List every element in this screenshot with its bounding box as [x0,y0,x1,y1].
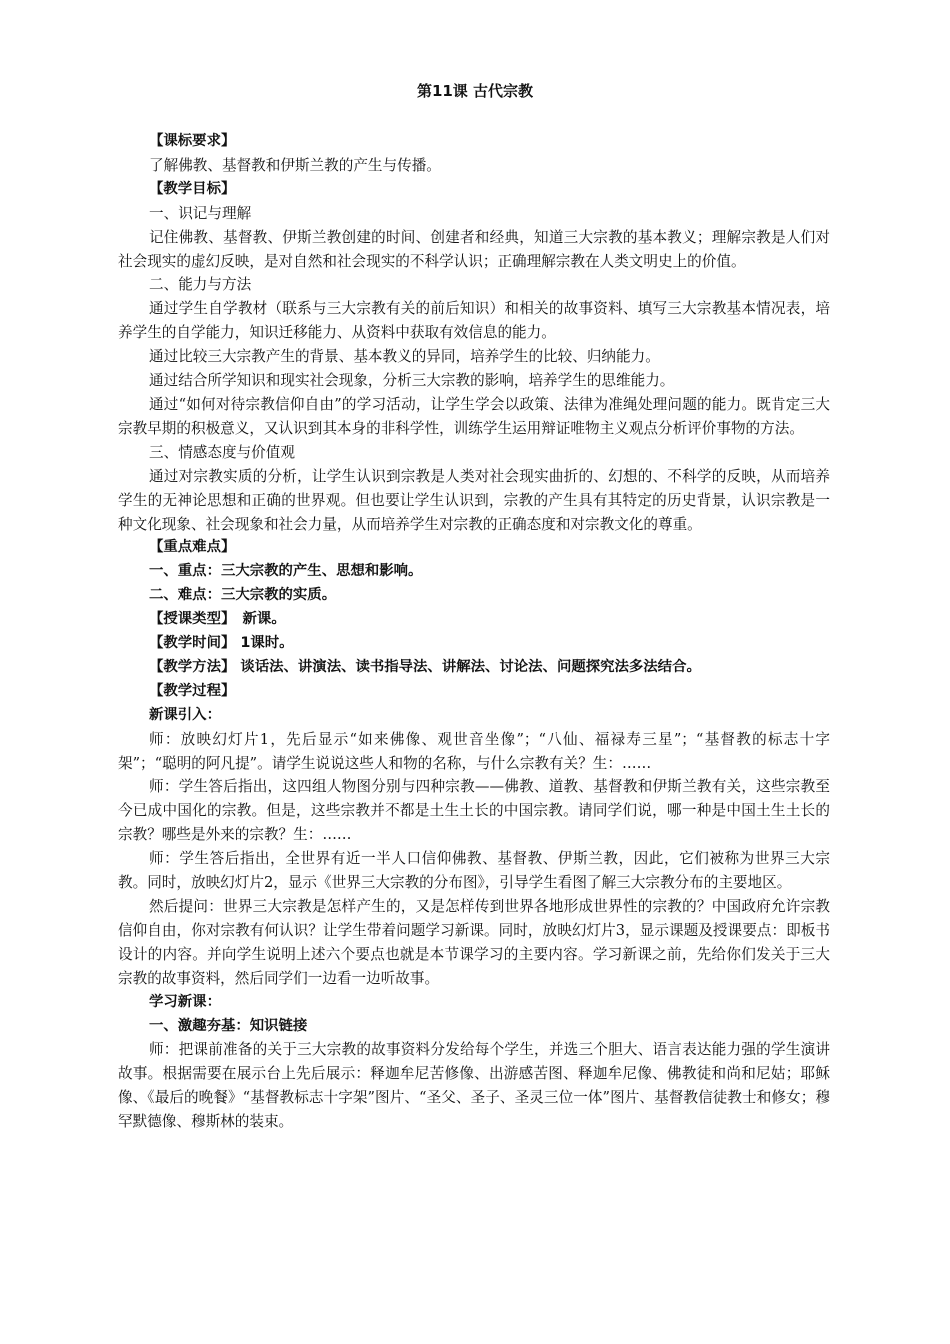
paragraph: 记住佛教、基督教、伊斯兰教创建的时间、创建者和经典，知道三大宗教的基本教义；理解宗教是人们对社会现实的虚幻反映，是对自然和社会现实的不科学认识；正确理解宗教在人类文明史上的价值。 [118,228,830,270]
paragraph: 师：放映幻灯片1，先后显示“如来佛像、观世音坐像”；“八仙、福禄寿三星”；“基督教的标志十字架”；“聪明的阿凡提”。请学生说说这些人和物的名称，与什么宗教有关？生：…… [118,730,830,772]
subheading-knowledge-link: 一、激趣夯基：知识链接 [149,1017,308,1034]
document-body [118,130,830,1134]
heading-teaching-objectives: 【教学目标】 [149,180,236,197]
key-point: 一、重点：三大宗教的产生、思想和影响。 [149,563,423,580]
heading-teaching-process: 【教学过程】 [149,682,236,699]
subheading-values: 三、情感态度与价值观 [149,443,295,461]
paragraph: 通过比较三大宗教产生的背景、基本教义的异同，培养学生的比较、归纳能力。 [149,348,660,366]
subheading-knowledge: 一、识记与理解 [149,204,252,222]
paragraph: 通过结合所学知识和现实社会现象，分析三大宗教的影响，培养学生的思维能力。 [149,372,675,390]
paragraph: 通过“如何对待宗教信仰自由”的学习活动，让学生学会以政策、法律为准绳处理问题的能力。既肯定三大宗教早期的积极意义，又认识到其本身的非科学性，训练学生运用辩证唯物主义观点分析评价事物的方法。 [118,395,830,437]
subheading-new-lesson: 学习新课： [149,993,221,1010]
paragraph: 师：学生答后指出，全世界有近一半人口信仰佛教、基督教、伊斯兰教，因此，它们被称为世界三大宗教。同时，放映幻灯片2，显示《世界三大宗教的分布图》，引导学生看图了解三大宗教分布的主要地区。 [118,850,830,892]
subheading-introduction: 新课引入： [149,706,221,723]
heading-curriculum-requirements: 【课标要求】 [149,133,236,149]
lesson-title: 第11课 古代宗教 [416,82,534,100]
difficult-point: 二、难点：三大宗教的实质。 [149,587,337,604]
paragraph: 通过学生自学教材（联系与三大宗教有关的前后知识）和相关的故事资料、填写三大宗教基本情况表，培养学生的自学能力，知识迁移能力、从资料中获取有效信息的能力。 [118,300,830,342]
subheading-ability: 二、能力与方法 [149,276,252,294]
lesson-time: 【教学时间】 1课时。 [149,635,294,652]
paragraph: 然后提问：世界三大宗教是怎样产生的，又是怎样传到世界各地形成世界性的宗教的？中国政府允许宗教信仰自由，你对宗教有何认识？让学生带着问题学习新课。同时，放映幻灯片3，显示课题及授课要点：即板书设计的内容。并向学生说明上述六个要点也就是本节课学习的主要内容。学习新课之前，先给你们发关于三大宗教的故事资料，然后同学们一边看一边听故事。 [118,898,830,987]
curriculum-requirements-text: 了解佛教、基督教和伊斯兰教的产生与传播。 [149,156,441,174]
paragraph: 通过对宗教实质的分析，让学生认识到宗教是人类对社会现实曲折的、幻想的、不科学的反映，从而培养学生的无神论思想和正确的世界观。但也要让学生认识到，宗教的产生具有其特定的历史背景，认识宗教是一种文化现象、社会现象和社会力量，从而培养学生对宗教的正确态度和对宗教文化的尊重。 [118,467,830,533]
lesson-type: 【授课类型】 新课。 [149,611,286,628]
heading-key-points: 【重点难点】 [149,539,236,556]
paragraph: 师：学生答后指出，这四组人物图分别与四种宗教——佛教、道教、基督教和伊斯兰教有关，这些宗教至今已成中国化的宗教。但是，这些宗教并不都是土生土长的中国宗教。请同学们说，哪一种是中国土生土长的宗教？哪些是外来的宗教？生：…… [118,778,830,844]
paragraph: 师：把课前准备的关于三大宗教的故事资料分发给每个学生，并选三个胆大、语言表达能力强的学生演讲故事。根据需要在展示台上先后展示：释迦牟尼苦修像、出游感苦图、释迦牟尼像、佛教徒和尚和尼姑；耶稣像、《最后的晚餐》“基督教标志十字架”图片、“圣父、圣子、圣灵三位一体”图片、基督教信徒教士和修女；穆罕默德像、穆斯林的装束。 [118,1041,830,1131]
teaching-methods: 【教学方法】 谈话法、讲演法、读书指导法、讲解法、讨论法、问题探究法多法结合。 [149,658,701,675]
